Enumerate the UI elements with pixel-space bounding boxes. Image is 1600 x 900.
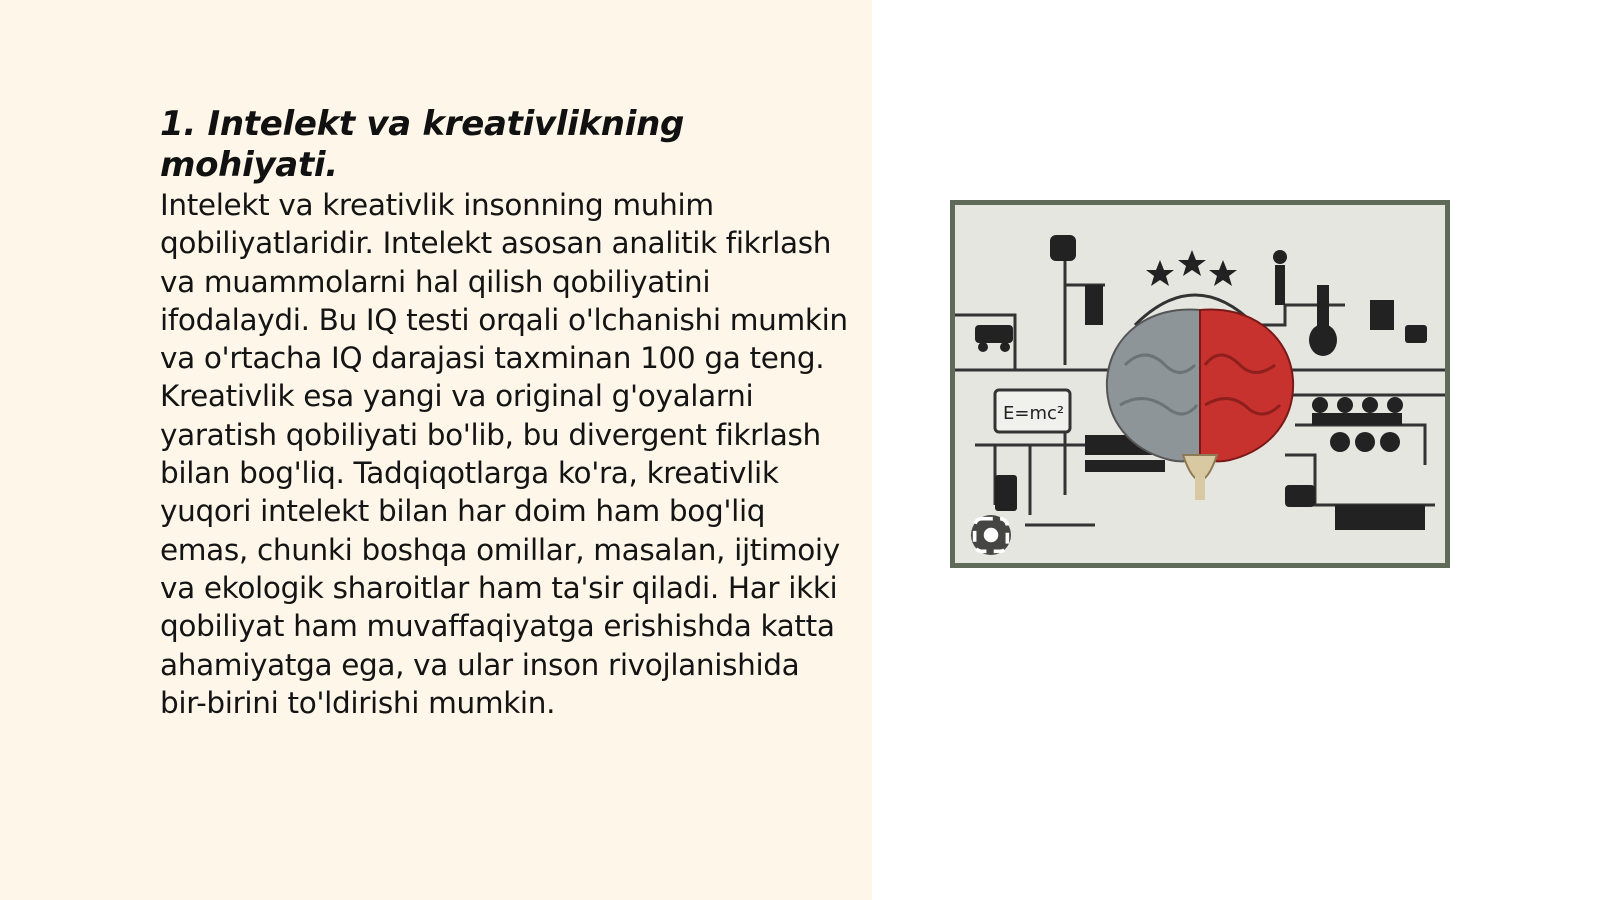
people-icon	[1312, 397, 1328, 413]
person-icon	[1275, 265, 1285, 305]
slide-body-text: Intelekt va kreativlik insonning muhim qobiliyatlaridir. Intelekt asosan analitik fikrlash va muammolarni hal qilish qobiliyatini ifodalaydi. Bu IQ testi orqali o'lchanishi mumkin va o'rtacha IQ darajasi taxminan 100 ga teng. Kreativlik esa yangi va original g'oyalarni yaratish qobiliyati bo'lib, bu divergent fikrlash bilan bog'liq. Tadqiqotlarga ko'ra, kreativlik yuqori intelekt bilan har doim ham bog'liq emas, chunki boshqa omillar, masalan, ijtimoiy va ekologik sharoitlar ham ta'sir qiladi. Har ikki qobiliyat ham muvaffaqiyatga erishishda katta ahamiyatga ega, va ular inson rivojlanishida bir-birini to'ldirishi mumkin.	[160, 188, 848, 720]
slide-title: 1. Intelekt va kreativlikning mohiyati.	[160, 104, 685, 185]
microscope-icon	[1085, 285, 1103, 325]
brain-illustration	[950, 200, 1450, 568]
lens-icon[interactable]	[971, 515, 1011, 555]
car-icon	[975, 325, 1013, 343]
lightbulb-icon	[1050, 235, 1076, 261]
building-icon	[1370, 300, 1394, 330]
star-icon	[1146, 260, 1174, 286]
formula-text: E=mc²	[1003, 403, 1065, 424]
